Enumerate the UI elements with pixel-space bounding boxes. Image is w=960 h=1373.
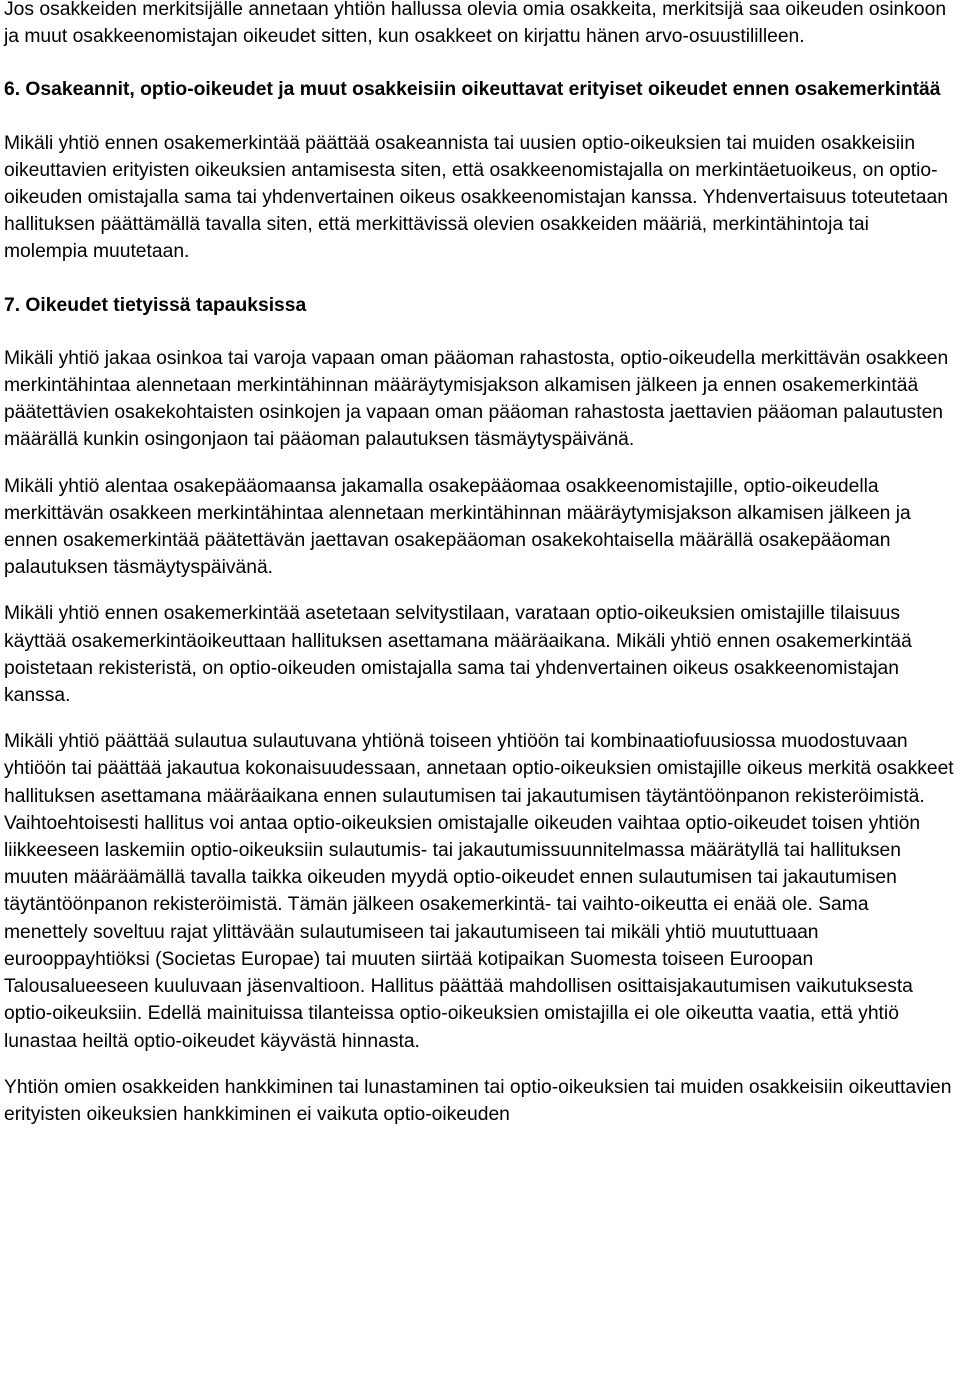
section-7-paragraph-dividends: Mikäli yhtiö jakaa osinkoa tai varoja vapaan oman pääoman rahastosta, optio-oikeudella merkittävän osakkeen merkintähintaa alennetaan merkintähinnan määräytymisjakson alkamisen jälkeen ja ennen osakemerkintää päätettävien osakekohtaisten osinkojen ja vapaan oman pääoman rahastosta jaettavien pääoman palautusten määrällä kunkin osingonjaon tai pääoman palautuksen täsmäytyspäivänä. bbox=[4, 347, 949, 451]
section-6-paragraph: Mikäli yhtiö ennen osakemerkintää päättää osakeannista tai uusien optio-oikeuksien tai muiden osakkeisiin oikeuttavien erityisten oikeuksien antamisesta siten, että osakkeenomistajalla on merkintäetuoikeus, on optio-oikeuden omistajalla sama tai yhdenvertainen oikeus osakkeenomistajan kanssa. Yhdenvertaisuus toteutetaan hallituksen päättämällä tavalla siten, että merkittävissä olevien osakkeiden määriä, merkintähintoja tai molempia muutetaan. bbox=[4, 132, 948, 263]
section-7-paragraph-merger: Mikäli yhtiö päättää sulautua sulautuvana yhtiönä toiseen yhtiöön tai kombinaatiofuusiossa muodostuvaan yhtiöön tai päättää jakautua kokonaisuudessaan, annetaan optio-oikeuksien omistajille oikeus merkitä osakkeet hallituksen asettamana määräaikana ennen sulautumisen tai jakautumisen täytäntöönpanon rekisteröimistä. Vaihtoehtoisesti hallitus voi antaa optio-oikeuksien omistajalle oikeuden vaihtaa optio-oikeudet toisen yhtiön liikkeeseen laskemiin optio-oikeuksiin sulautumis- tai jakautumissuunnitelmassa määrätyllä tai hallituksen muuten määräämällä tavalla taikka oikeuden myydä optio-oikeudet ennen sulautumisen tai jakautumisen täytäntöönpanon rekisteröimistä. Tämän jälkeen osakemerkintä- tai vaihto-oikeutta ei enää ole. Sama menettely soveltuu rajat ylittävään sulautumiseen tai jakautumiseen tai mikäli yhtiö muututtuaan eurooppayhtiöksi (Societas Europae) tai muuten siirtää kotipaikan Suomesta toiseen Euroopan Talousalueeseen kuuluvaan jäsenvaltioon. Hallitus päättää mahdollisen osittaisjakautumisen vaikutuksesta optio-oikeuksiin. Edellä mainituissa tilanteissa optio-oikeuksien omistajilla ei ole oikeutta vaatia, että yhtiö lunastaa heiltä optio-oikeudet käyvästä hinnasta. bbox=[4, 731, 954, 1052]
section-7-paragraph-own-shares: Yhtiön omien osakkeiden hankkiminen tai lunastaminen tai optio-oikeuksien tai muiden osakkeisiin oikeuttavien erityisten oikeuksien hankkiminen ei vaikuta optio-oikeuden bbox=[4, 1076, 952, 1125]
section-7-paragraph-capital-reduction: Mikäli yhtiö alentaa osakepääomaansa jakamalla osakepääomaa osakkeenomistajille, optio-oikeudella merkittävän osakkeen merkintähintaa alennetaan merkintähinnan määräytymisjakson alkamisen jälkeen ja ennen osakemerkintää päätettävän jaettavan osakepääoman osakekohtaisella määrällä osakepääoman palautuksen täsmäytyspäivänä. bbox=[4, 475, 911, 579]
section-7-paragraph-liquidation: Mikäli yhtiö ennen osakemerkintää asetetaan selvitystilaan, varataan optio-oikeuksien omistajille tilaisuus käyttää osakemerkintäoikeuttaan hallituksen asettamana määräaikana. Mikäli yhtiö ennen osakemerkintää poistetaan rekisteristä, on optio-oikeuden omistajalla sama tai yhdenvertainen oikeus osakkeenomistajan kanssa. bbox=[4, 603, 912, 707]
section-7-heading: 7. Oikeudet tietyissä tapauksissa bbox=[4, 294, 307, 316]
intro-paragraph: Jos osakkeiden merkitsijälle annetaan yhtiön hallussa olevia omia osakkeita, merkitsijä saa oikeuden osinkoon ja muut osakkeenomistajan oikeudet sitten, kun osakkeet on kirjattu hänen arvo-osuustililleen. bbox=[4, 0, 947, 48]
section-6-heading: 6. Osakeannit, optio-oikeudet ja muut osakkeisiin oikeuttavat erityiset oikeudet ennen osakemerkintää bbox=[4, 79, 941, 101]
